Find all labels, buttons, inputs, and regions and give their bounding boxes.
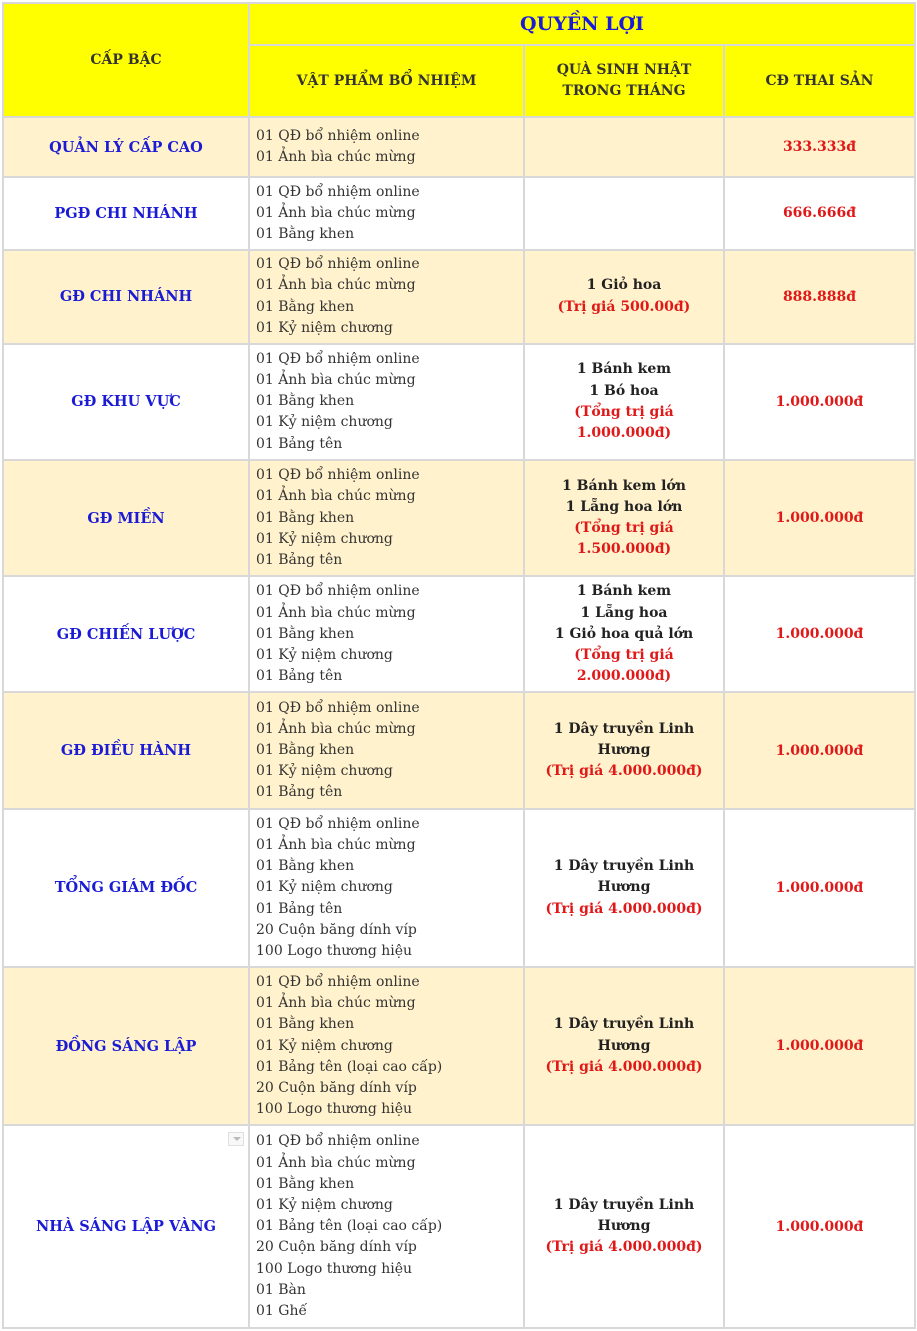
item-line: 01 Ảnh bìa chúc mừng [256, 149, 416, 166]
item-line: 01 Bảng tên (loại cao cấp) [256, 1058, 443, 1075]
table-row [3, 250, 915, 344]
rank-label: PGĐ CHI NHÁNH [54, 204, 198, 222]
items-cell [249, 460, 524, 576]
rank-label: GĐ ĐIỀU HÀNH [60, 742, 192, 760]
rank-label: GĐ KHU VỰC [71, 393, 181, 411]
rank-cell [3, 809, 249, 967]
item-line: 01 QĐ bổ nhiệm online [256, 467, 420, 484]
gift-column-header [524, 45, 724, 117]
item-line: 01 Ảnh bìa chúc mừng [256, 836, 416, 853]
gift-cell [524, 576, 724, 692]
rank-cell [3, 460, 249, 576]
bonus-cell: 666.666đ [724, 177, 915, 249]
gift-value: (Trị giá 4.000.000đ) [545, 763, 703, 780]
table-row [3, 576, 915, 692]
bonus-column-header: CĐ THAI SẢN [724, 45, 915, 117]
gift-value: (Tổng trị giá 1.000.000đ) [574, 403, 674, 442]
item-line: 100 Logo thương hiệu [256, 942, 413, 959]
item-line: 01 QĐ bổ nhiệm online [256, 183, 420, 200]
item-line: 01 Ảnh bìa chúc mừng [256, 488, 416, 505]
gift-cell [524, 250, 724, 344]
item-line: 01 Kỷ niệm chương [256, 319, 393, 336]
table-row [3, 344, 915, 460]
item-line: 01 QĐ bổ nhiệm online [256, 974, 420, 991]
item-line: 01 Bằng khen [256, 393, 355, 410]
gift-line: 1 Bánh kem lớn [562, 477, 686, 494]
rank-cell [3, 177, 249, 249]
item-line: 01 Kỷ niệm chương [256, 530, 393, 547]
bonus-cell: 1.000.000đ [724, 576, 915, 692]
rewards-table [2, 2, 916, 1329]
item-line: 01 Bằng khen [256, 509, 355, 526]
rank-label: GĐ CHI NHÁNH [59, 288, 193, 306]
item-line: 01 Kỷ niệm chương [256, 1196, 393, 1213]
items-cell [249, 692, 524, 808]
gift-cell [524, 692, 724, 808]
gift-cell [524, 967, 724, 1125]
gift-value: (Trị giá 4.000.000đ) [545, 900, 703, 917]
gift-line: 1 Dây truyền Linh Hương [553, 1016, 695, 1054]
item-line: 01 Bằng khen [256, 1016, 355, 1033]
item-line: 20 Cuộn băng dính víp [256, 1239, 417, 1256]
rank-label: GĐ MIỀN [87, 509, 165, 527]
rank-cell [3, 117, 249, 177]
item-line: 01 QĐ bổ nhiệm online [256, 256, 420, 273]
gift-value: (Tổng trị giá 2.000.000đ) [574, 646, 674, 685]
items-cell [249, 1125, 524, 1328]
gift-header-line2: TRONG THÁNG [562, 83, 686, 100]
items-cell [249, 809, 524, 967]
item-line: 01 Kỷ niệm chương [256, 414, 393, 431]
gift-line: 1 Dây truyền Linh Hương [553, 720, 695, 758]
gift-value: (Trị giá 4.000.000đ) [545, 1058, 703, 1075]
gift-cell [524, 809, 724, 967]
item-line: 100 Logo thương hiệu [256, 1101, 413, 1118]
bonus-cell: 333.333đ [724, 117, 915, 177]
item-line: 01 Bảng tên (loại cao cấp) [256, 1218, 443, 1235]
item-line: 01 QĐ bổ nhiệm online [256, 583, 420, 600]
rank-cell [3, 250, 249, 344]
item-line: 01 QĐ bổ nhiệm online [256, 699, 420, 716]
item-line: 20 Cuộn băng dính víp [256, 921, 417, 938]
gift-cell [524, 344, 724, 460]
item-line: 01 Bằng khen [256, 742, 355, 758]
rank-label: TỔNG GIÁM ĐỐC [54, 879, 198, 897]
bonus-cell: 888.888đ [724, 250, 915, 344]
gift-line: 1 Bó hoa [589, 382, 659, 399]
rank-label: QUẢN LÝ CẤP CAO [49, 138, 203, 156]
table-row [3, 177, 915, 249]
item-line: 01 Bằng khen [256, 298, 355, 315]
gift-cell [524, 460, 724, 576]
item-line: 01 Bằng khen [256, 226, 355, 243]
items-cell [249, 576, 524, 692]
item-line: 01 QĐ bổ nhiệm online [256, 350, 420, 367]
benefits-header: QUYỀN LỢI [249, 3, 915, 45]
gift-cell [524, 1125, 724, 1328]
item-line: 01 Bảng tên [256, 668, 343, 685]
item-line: 01 Bảng tên [256, 435, 343, 452]
item-line: 01 Bảng tên [256, 900, 343, 917]
gift-value: (Trị giá 500.00đ) [557, 298, 691, 315]
gift-line: 1 Bánh kem [576, 583, 672, 600]
item-line: 01 Ảnh bìa chúc mừng [256, 720, 416, 737]
gift-line: 1 Giỏ hoa [586, 277, 662, 294]
gift-cell [524, 177, 724, 249]
item-line: 01 Bằng khen [256, 625, 355, 642]
gift-line: 1 Bánh kem [576, 361, 672, 378]
items-cell [249, 177, 524, 249]
item-line: 01 Bằng khen [256, 858, 355, 875]
item-line: 01 Bảng tên [256, 551, 343, 568]
items-cell [249, 344, 524, 460]
gift-line: 1 Dây truyền Linh Hương [553, 1196, 695, 1235]
gift-line: 1 Giỏ hoa quả lớn [554, 625, 694, 642]
rank-label: ĐỒNG SÁNG LẬP [55, 1037, 197, 1055]
item-line: 01 Bảng tên [256, 784, 343, 801]
item-line: 01 QĐ bổ nhiệm online [256, 128, 420, 145]
item-line: 01 Ảnh bìa chúc mừng [256, 372, 416, 389]
item-line: 01 QĐ bổ nhiệm online [256, 1133, 420, 1150]
bonus-cell: 1.000.000đ [724, 1125, 915, 1328]
rank-label: NHÀ SÁNG LẬP VÀNG [35, 1218, 217, 1236]
rank-cell [3, 692, 249, 808]
item-line: 01 Kỷ niệm chương [256, 1037, 393, 1054]
item-line: 01 Bằng khen [256, 1175, 355, 1192]
items-cell [249, 250, 524, 344]
bonus-cell: 1.000.000đ [724, 460, 915, 576]
items-column-header: VẬT PHẨM BỔ NHIỆM [249, 45, 524, 117]
item-line: 01 QĐ bổ nhiệm online [256, 815, 420, 832]
item-line: 01 Ảnh bìa chúc mừng [256, 1154, 416, 1171]
items-cell [249, 117, 524, 177]
chevron-down-icon[interactable] [228, 1132, 244, 1146]
gift-line: 1 Lẵng hoa [580, 604, 668, 621]
table-row [3, 809, 915, 967]
bonus-cell: 1.000.000đ [724, 967, 915, 1125]
rank-cell [3, 344, 249, 460]
table-row [3, 692, 915, 808]
item-line: 100 Logo thương hiệu [256, 1260, 413, 1277]
gift-value: (Trị giá 4.000.000đ) [545, 1239, 703, 1256]
table-row [3, 1125, 915, 1328]
gift-cell [524, 117, 724, 177]
gift-header-line1: QUÀ SINH NHẬT [556, 62, 692, 79]
item-line: 01 Ảnh bìa chúc mừng [256, 277, 416, 294]
item-line: 01 Kỷ niệm chương [256, 763, 393, 780]
rank-cell [3, 576, 249, 692]
item-line: 01 Kỷ niệm chương [256, 646, 393, 663]
item-line: 01 Ghế [256, 1302, 308, 1319]
table-row [3, 967, 915, 1125]
gift-value: (Tổng trị giá 1.500.000đ) [574, 520, 674, 558]
bonus-cell: 1.000.000đ [724, 692, 915, 808]
item-line: 20 Cuộn băng dính víp [256, 1080, 417, 1097]
rank-cell [3, 967, 249, 1125]
item-line: 01 Ảnh bìa chúc mừng [256, 204, 416, 221]
table-row [3, 117, 915, 177]
item-line: 01 Bàn [256, 1281, 306, 1298]
gift-line: 1 Dây truyền Linh Hương [553, 858, 695, 896]
rank-label: GĐ CHIẾN LƯỢC [56, 625, 196, 643]
item-line: 01 Ảnh bìa chúc mừng [256, 995, 416, 1012]
item-line: 01 Kỷ niệm chương [256, 879, 393, 896]
bonus-cell: 1.000.000đ [724, 809, 915, 967]
rank-cell [3, 1125, 249, 1328]
table-row [3, 460, 915, 576]
items-cell [249, 967, 524, 1125]
item-line: 01 Ảnh bìa chúc mừng [256, 604, 416, 621]
bonus-cell: 1.000.000đ [724, 344, 915, 460]
gift-line: 1 Lẵng hoa lớn [565, 498, 683, 515]
rank-header: CẤP BẬC [3, 3, 249, 117]
header-row-1 [3, 3, 915, 45]
